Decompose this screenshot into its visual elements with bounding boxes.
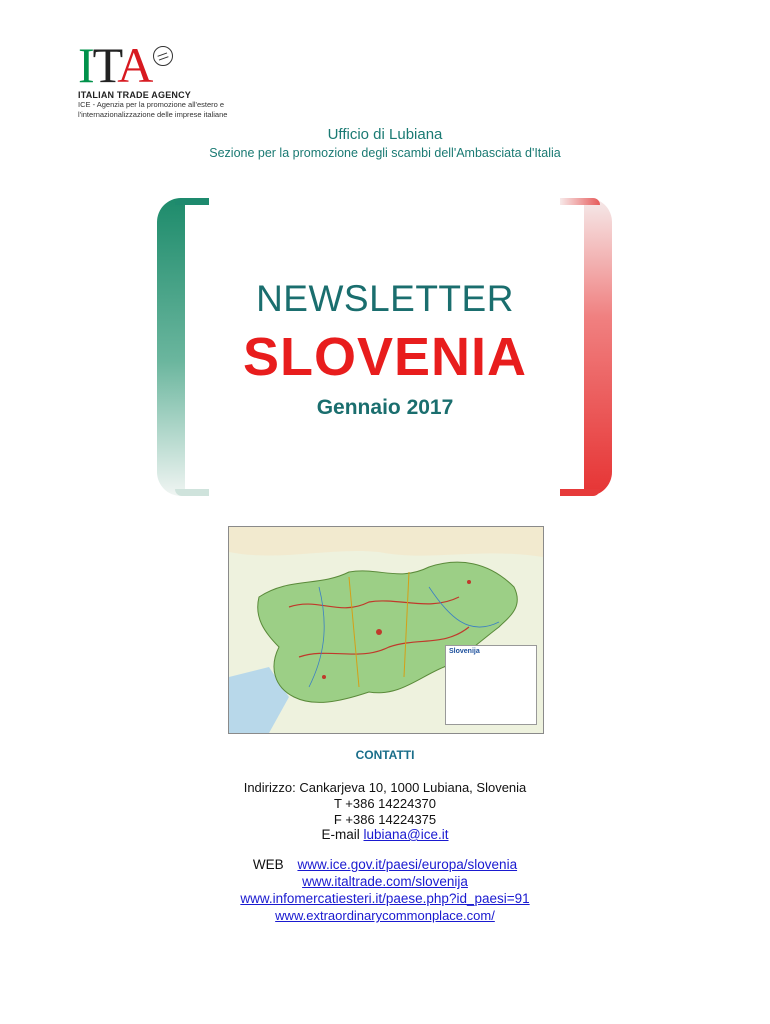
web-link-row-3 [0,891,770,906]
ita-logo [78,37,248,120]
contacts-title: CONTATTI [355,748,415,762]
email-label: E-mail [321,827,360,842]
agency-name: ITALIAN TRADE AGENCY [78,90,191,100]
right-bracket-top [560,198,600,205]
contact-email-row [0,827,770,842]
left-bracket-bottom [175,489,209,496]
web-row [0,857,770,872]
web-link-extraordinary[interactable]: www.extraordinarycommonplace.com/ [275,908,495,923]
left-bracket-top [175,198,209,205]
logo-mark [78,37,248,93]
newsletter-title: NEWSLETTER [256,278,514,319]
contact-fax: F +386 14224375 [333,812,437,827]
web-link-row-2 [0,874,770,889]
right-bracket-bottom [560,489,600,496]
contact-phone: T +386 14224370 [333,796,437,811]
email-link[interactable]: lubiana@ice.it [363,827,449,842]
map-legend-title: Slovenija [449,648,480,655]
logo-wordmark: ITA [78,37,152,93]
slovenia-map [228,526,544,734]
web-link-row-4 [0,908,770,923]
agency-description-2: l'internazionalizzazione delle imprese italiane [78,110,228,119]
web-link-infomercati[interactable]: www.infomercatiesteri.it/paese.php?id_paesi=91 [240,891,530,906]
issue-date: Gennaio 2017 [316,396,454,419]
web-link-ice[interactable]: www.ice.gov.it/paesi/europa/slovenia [297,857,518,872]
office-subtitle: Sezione per la promozione degli scambi dell'Ambasciata d'Italia [209,146,561,160]
contact-address: Indirizzo: Cankarjeva 10, 1000 Lubiana, Slovenia [243,780,527,795]
web-link-italtrade[interactable]: www.italtrade.com/slovenija [302,874,468,889]
map-legend [445,645,537,725]
country-title: SLOVENIA [242,327,528,387]
web-label: WEB [252,857,284,872]
ice-seal-icon [153,46,173,66]
agency-description-1: ICE - Agenzia per la promozione all'estero e [78,100,225,109]
office-title: Ufficio di Lubiana [327,126,443,143]
